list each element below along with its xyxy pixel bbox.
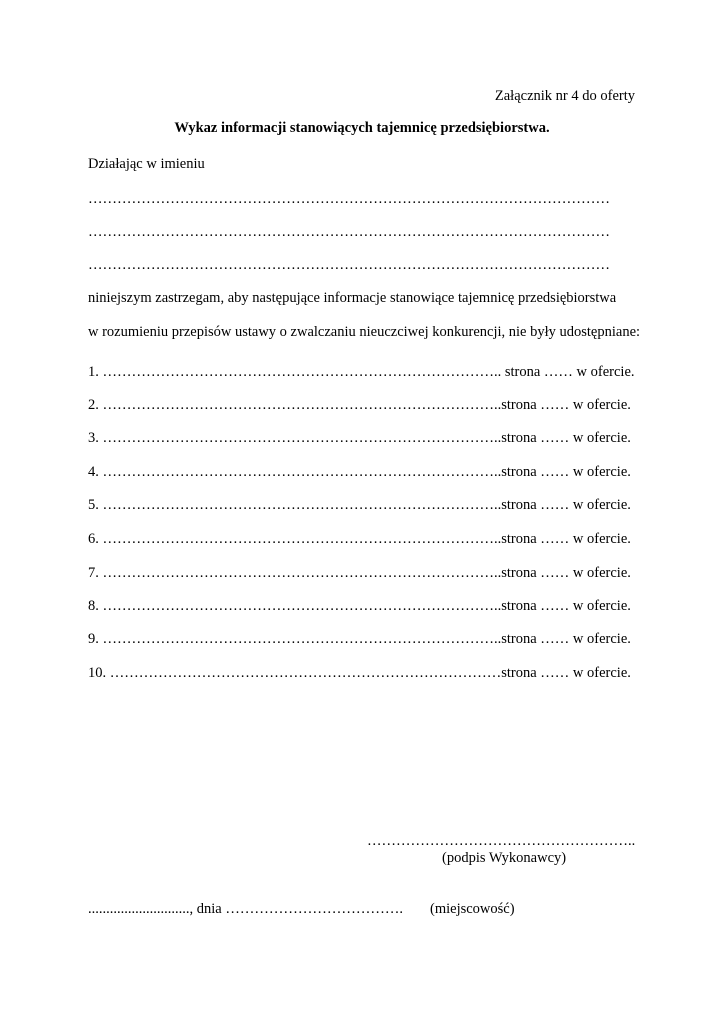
statement-line-1: niniejszym zastrzegam, aby następujące informacje stanowiące tajemnicę przedsiębiorstwa (88, 290, 617, 306)
attachment-label: Załącznik nr 4 do oferty (494, 88, 635, 104)
list-item: 4. ………………………………………………………………………..strona …… w ofercie. (88, 464, 631, 480)
place-label: (miejscowość) (430, 901, 515, 917)
list-item: 9. ………………………………………………………………………..strona …… w ofercie. (88, 631, 631, 647)
place-date-dots: ............................, dnia ………………………………. (88, 901, 403, 917)
statement-line-2: w rozumieniu przepisów ustawy o zwalczaniu nieuczciwej konkurencji, nie były udostępniane: (88, 324, 641, 340)
list-item: 2. ………………………………………………………………………..strona …… w ofercie. (88, 397, 631, 413)
signature-label: (podpis Wykonawcy) (442, 850, 567, 866)
list-item: 8. ………………………………………………………………………..strona …… w ofercie. (88, 598, 631, 614)
list-item: 10. ………………………………………………………………………strona …… w ofercie. (88, 665, 631, 681)
blank-line-1: ……………………………………………………………………………………………… (88, 191, 610, 207)
blank-line-3: ……………………………………………………………………………………………… (88, 257, 610, 273)
list-item: 3. ………………………………………………………………………..strona …… w ofercie. (88, 430, 631, 446)
document-title: Wykaz informacji stanowiących tajemnicę przedsiębiorstwa. (174, 120, 550, 136)
list-item: 1. ……………………………………………………………………….. strona …… w ofercie. (88, 364, 635, 380)
list-item: 6. ………………………………………………………………………..strona …… w ofercie. (88, 531, 631, 547)
acting-on-behalf-label: Działając w imieniu (88, 156, 205, 172)
signature-dots: ……………………………………………….. (367, 833, 636, 849)
blank-line-2: ……………………………………………………………………………………………… (88, 224, 610, 240)
list-item: 5. ………………………………………………………………………..strona …… w ofercie. (88, 497, 631, 513)
list-item: 7. ………………………………………………………………………..strona …… w ofercie. (88, 565, 631, 581)
